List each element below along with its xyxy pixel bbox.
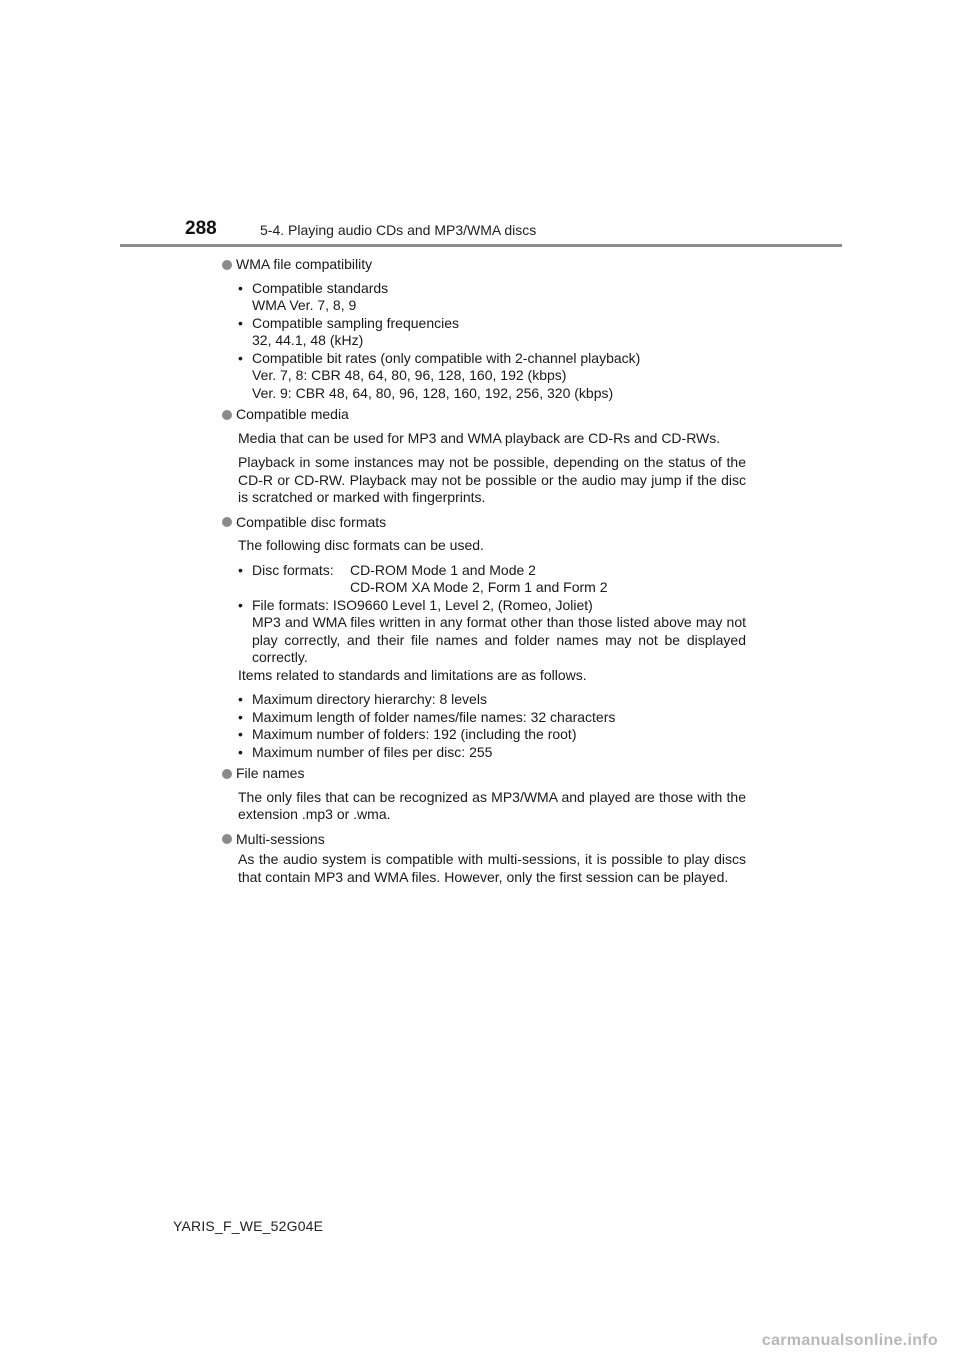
footer-code: YARIS_F_WE_52G04E [173,1218,324,1234]
item-text: Maximum directory hierarchy: 8 levels [252,691,487,707]
paragraph: Items related to standards and limitations are as follows. [238,666,587,683]
item-sub: 32, 44.1, 48 (kHz) [252,332,364,348]
item-label: Disc formats: [252,561,334,578]
paragraph: Media that can be used for MP3 and WMA playback are CD-Rs and CD-RWs. [238,429,721,446]
heading-text: Multi-sessions [236,830,325,847]
item-label: Compatible bit rates (only compatible with 2-channel playback) [252,349,641,366]
watermark: carmanualsonline.info [761,1332,938,1349]
section-compatible-media [222,406,746,507]
heading-text: File names [236,765,305,781]
list-item: • Compatible standards WMA Ver. 7, 8, 9 [238,280,746,315]
item-value: CD-ROM XA Mode 2, Form 1 and Form 2 [350,579,608,595]
paragraph: As the audio system is compatible with multi-sessions, it is possible to play discs that contain MP3 and WMA files. However, only the first session can be played. [238,851,746,885]
item-label: File formats: ISO9660 Level 1, Level 2, (Romeo, Joliet) [252,596,593,613]
section-disc-formats [222,514,746,762]
bullet-list [238,691,746,761]
item-text: Maximum length of folder names/file names: 32 characters [252,708,616,725]
item-text: Maximum number of folders: 192 (including the root) [252,726,577,742]
bullet-dot-icon [222,834,232,844]
page-content [222,254,746,893]
list-item: • Compatible bit rates (only compatible with 2-channel playback) Ver. 7, 8: CBR 48, 64, 80, 96, 128, 160, 192 (kbps) Ver. 9: CBR 48, 64, 80, 96, 128, 160, 192, 256, 320 (kbps) [238,350,746,403]
item-label: Compatible sampling frequencies [252,314,459,331]
section-heading [222,765,746,783]
item-label: Compatible standards [252,279,389,296]
list-item: • Disc formats: CD-ROM Mode 1 and Mode 2 CD-ROM XA Mode 2, Form 1 and Form 2 [238,562,746,597]
bullet-dot-icon [222,410,232,420]
section-wma-compatibility [222,256,746,402]
heading-text: Compatible disc formats [236,513,387,530]
heading-text: Compatible media [236,406,349,422]
bullet-list [238,280,746,403]
list-item: • Maximum directory hierarchy: 8 levels [238,691,746,709]
bullet-dot-icon [222,517,232,527]
section-heading [222,406,746,424]
paragraph: The following disc formats can be used. [238,537,484,553]
paragraph: The only files that can be recognized as MP3/WMA and played are those with the extension .mp3 or .wma. [238,788,746,822]
bullet-list [238,562,746,667]
item-value: CD-ROM Mode 1 and Mode 2 [350,561,536,578]
section-heading [222,514,746,532]
heading-text: WMA file compatibility [236,256,373,272]
bullet-dot-icon [222,260,232,270]
section-heading [222,256,746,274]
section-file-names [222,765,746,824]
header-rule [120,244,842,247]
list-item: • Maximum length of folder names/file names: 32 characters [238,709,746,727]
item-note: MP3 and WMA files written in any format other than those listed above may not play correctly, and their file names and folder names may not be displayed correctly. [252,614,746,665]
item-sub: Ver. 7, 8: CBR 48, 64, 80, 96, 128, 160, 192 (kbps) [252,367,567,383]
section-heading [222,831,746,849]
list-item: • Maximum number of folders: 192 (including the root) [238,726,746,744]
bullet-dot-icon [222,769,232,779]
list-item: • Compatible sampling frequencies 32, 44.1, 48 (kHz) [238,315,746,350]
list-item: • File formats: ISO9660 Level 1, Level 2, (Romeo, Joliet) MP3 and WMA files written in any format other than those listed above may not play correctly, and their file names and folder names may not be displayed correctly. [238,596,746,665]
item-text: Maximum number of files per disc: 255 [252,743,493,760]
page-number: 288 [185,218,217,239]
paragraph: Playback in some instances may not be possible, depending on the status of the CD-R or CD-RW. Playback may not be possible or the audio may jump if the disc is scratched or marked with fingerprints. [238,454,746,505]
section-multi-sessions [222,831,746,887]
item-sub: WMA Ver. 7, 8, 9 [252,297,357,313]
section-title: 5-4. Playing audio CDs and MP3/WMA discs [260,222,537,238]
list-item: • Maximum number of files per disc: 255 [238,744,746,762]
item-sub: Ver. 9: CBR 48, 64, 80, 96, 128, 160, 192, 256, 320 (kbps) [252,384,614,401]
